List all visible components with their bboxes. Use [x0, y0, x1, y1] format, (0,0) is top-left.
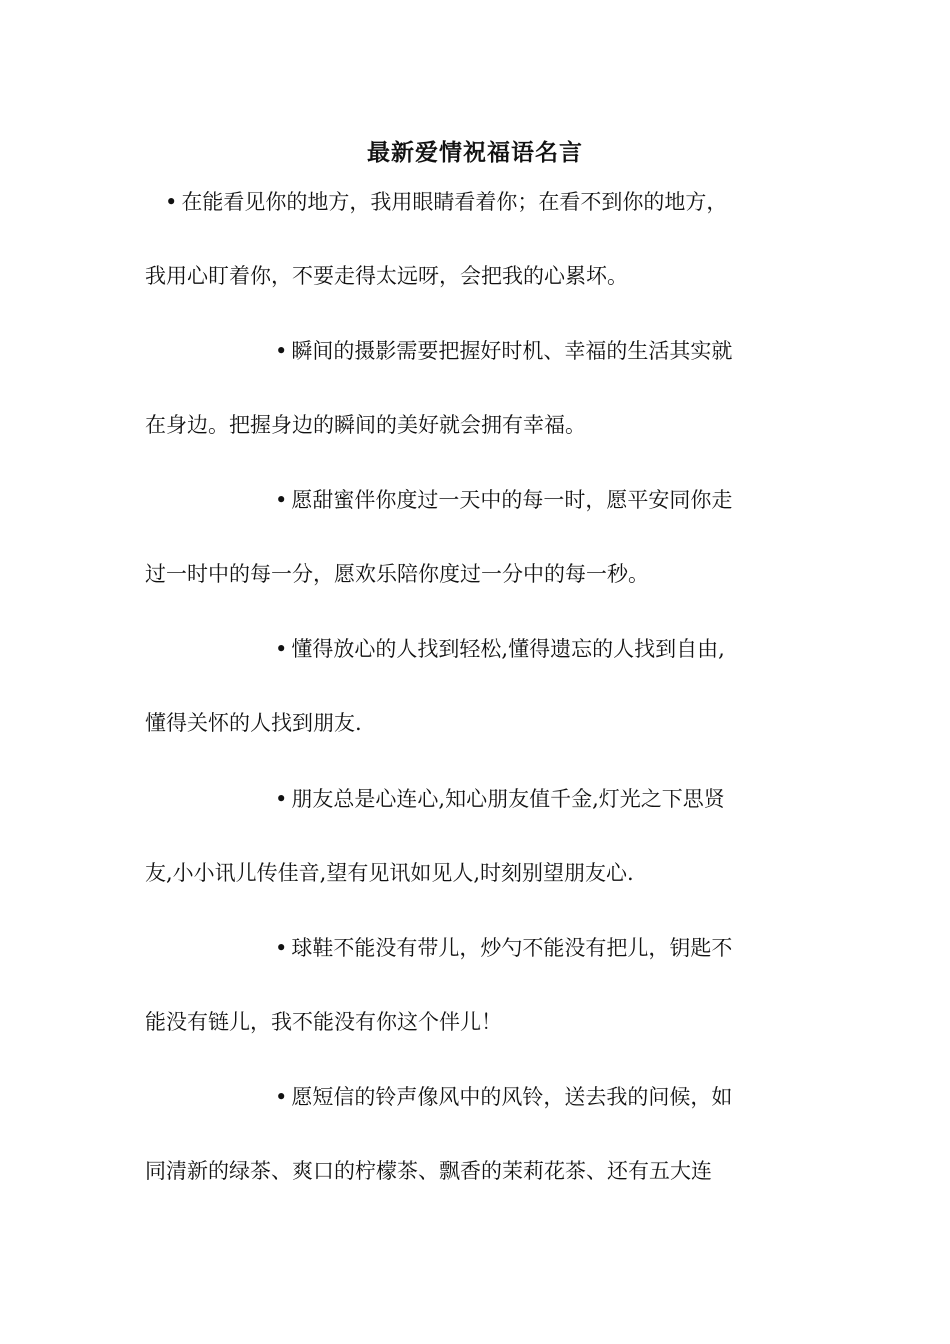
paragraph-7-line-2: 同清新的绿茶、爽口的柠檬茶、飘香的茉莉花茶、还有五大连 — [145, 1159, 712, 1183]
paragraph-2-text-1: 瞬间的摄影需要把握好时机、幸福的生活其实就 — [291, 339, 733, 363]
bullet-icon: • — [275, 1085, 288, 1109]
paragraph-3-line-2: 过一时中的每一分，愿欢乐陪你度过一分中的每一秒。 — [145, 562, 649, 586]
bullet-icon: • — [165, 190, 178, 214]
paragraph-5-text-1: 朋友总是心连心,知心朋友值千金,灯光之下思贤 — [291, 787, 725, 811]
paragraph-6-line-1 — [275, 932, 815, 964]
paragraph-1-text-1: 在能看见你的地方，我用眼睛看着你；在看不到你的地方， — [181, 190, 728, 214]
paragraph-6-line-2: 能没有链儿，我不能没有你这个伴儿！ — [145, 1010, 502, 1034]
paragraph-4-line-1 — [275, 633, 815, 665]
paragraph-2-line-2: 在身边。把握身边的瞬间的美好就会拥有幸福。 — [145, 413, 586, 437]
bullet-icon: • — [275, 936, 288, 960]
paragraph-3-text-1: 愿甜蜜伴你度过一天中的每一时，愿平安同你走 — [291, 488, 733, 512]
bullet-icon: • — [275, 339, 288, 363]
paragraph-5-line-2: 友,小小讯儿传佳音,望有见讯如见人,时刻别望朋友心. — [145, 861, 634, 885]
bullet-icon: • — [275, 787, 288, 811]
paragraph-3-line-1 — [275, 484, 815, 516]
paragraph-1-line-2: 我用心盯着你，不要走得太远呀，会把我的心累坏。 — [145, 264, 628, 288]
paragraph-7-line-1 — [275, 1081, 815, 1113]
paragraph-5-line-1 — [275, 783, 815, 815]
paragraph-2-line-1 — [275, 335, 815, 367]
paragraph-6-text-1: 球鞋不能没有带儿，炒勺不能没有把儿，钥匙不 — [291, 936, 733, 960]
paragraph-1-line-1 — [165, 186, 835, 218]
paragraph-4-text-1: 懂得放心的人找到轻松,懂得遗忘的人找到自由, — [291, 637, 725, 661]
paragraph-4-line-2: 懂得关怀的人找到朋友. — [145, 711, 362, 735]
bullet-icon: • — [275, 488, 288, 512]
paragraph-7-text-1: 愿短信的铃声像风中的风铃，送去我的问候，如 — [291, 1085, 733, 1109]
page-title: 最新爱情祝福语名言 — [367, 139, 583, 166]
bullet-icon: • — [275, 637, 288, 661]
